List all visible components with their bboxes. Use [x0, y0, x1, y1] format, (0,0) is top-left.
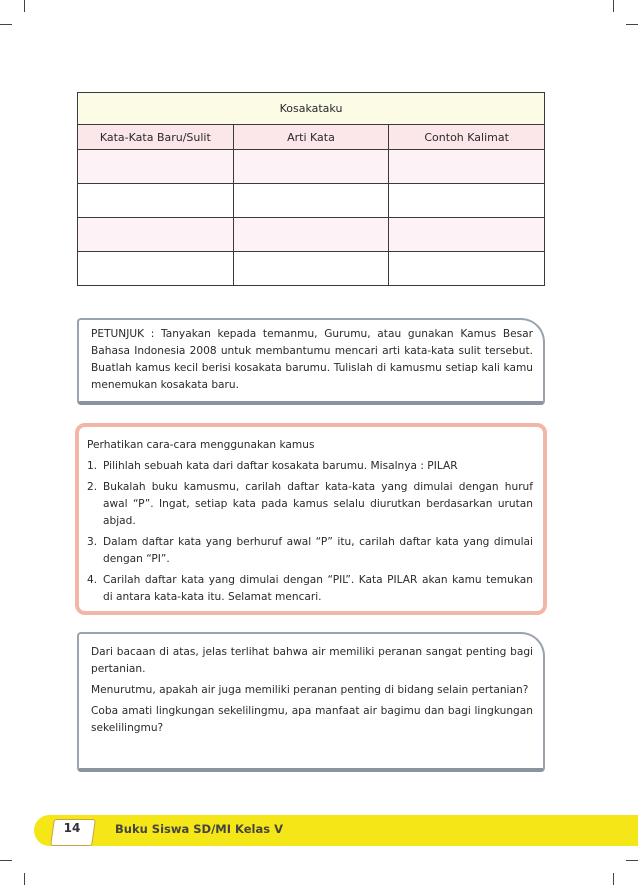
table-row [78, 252, 545, 286]
list-item [87, 458, 533, 475]
step-number: 1. [87, 460, 98, 472]
crop-mark [24, 873, 25, 885]
table-row [78, 218, 545, 252]
step-number: 3. [87, 536, 98, 548]
step-number: 2. [87, 481, 98, 493]
column-header-new-words: Kata-Kata Baru/Sulit [78, 125, 234, 150]
table-cell[interactable] [389, 252, 545, 286]
reflection-box [77, 632, 545, 772]
reflection-paragraph: Coba amati lingkungan sekelilingmu, apa manfaat air bagimu dan bagi lingkungan sekelilingmu? [91, 705, 533, 734]
table-cell[interactable] [78, 150, 234, 184]
crop-mark [613, 0, 614, 12]
list-item [87, 534, 533, 568]
table-cell[interactable] [78, 252, 234, 286]
table-cell[interactable] [78, 184, 234, 218]
column-header-example: Contoh Kalimat [389, 125, 545, 150]
vocabulary-table [77, 92, 545, 286]
column-header-meaning: Arti Kata [233, 125, 389, 150]
table-cell[interactable] [389, 184, 545, 218]
table-row [78, 184, 545, 218]
reflection-paragraph: Dari bacaan di atas, jelas terlihat bahwa air memiliki peranan sangat penting bagi pertanian. [91, 646, 533, 675]
dictionary-steps-list [87, 458, 533, 606]
instruction-text: PETUNJUK : Tanyakan kepada temanmu, Gurumu, atau gunakan Kamus Besar Bahasa Indonesia 2008 untuk membantumu mencari arti kata-kata sulit tersebut. Buatlah kamus kecil berisi kosakata barumu. Tulislah di kamusmu setiap kali kamu menemukan kosakata baru. [91, 328, 533, 391]
step-text: Dalam daftar kata yang berhuruf awal “P” itu, carilah daftar kata yang dimulai dengan “PI”. [103, 536, 533, 565]
crop-mark [24, 0, 25, 12]
dictionary-intro: Perhatikan cara-cara menggunakan kamus [87, 439, 315, 451]
reflection-paragraph: Menurutmu, apakah air juga memiliki peranan penting di bidang selain pertanian? [91, 684, 529, 696]
crop-mark [0, 24, 12, 25]
table-cell[interactable] [233, 184, 389, 218]
step-text: Pilihlah sebuah kata dari daftar kosakata barumu. Misalnya : PILAR [103, 460, 458, 472]
page-number: 14 [63, 821, 81, 835]
step-text: Carilah daftar kata yang dimulai dengan “PIL”. Kata PILAR akan kamu temukan di antara kata-kata itu. Selamat mencari. [103, 574, 533, 603]
dictionary-steps-box [75, 423, 547, 615]
table-cell[interactable] [389, 218, 545, 252]
table-row [78, 150, 545, 184]
table-cell[interactable] [233, 218, 389, 252]
table-cell[interactable] [233, 150, 389, 184]
list-item [87, 572, 533, 606]
crop-mark [626, 860, 638, 861]
table-cell[interactable] [233, 252, 389, 286]
crop-mark [0, 860, 12, 861]
book-title: Buku Siswa SD/MI Kelas V [115, 822, 283, 836]
step-number: 4. [87, 574, 98, 586]
instruction-box [77, 318, 545, 405]
table-cell[interactable] [78, 218, 234, 252]
table-cell[interactable] [389, 150, 545, 184]
list-item [87, 479, 533, 530]
crop-mark [626, 24, 638, 25]
table-title: Kosakataku [78, 93, 545, 125]
step-text: Bukalah buku kamusmu, carilah daftar kata-kata yang dimulai dengan huruf awal “P”. Ingat, setiap kata pada kamus selalu diurutkan berdasarkan urutan abjad. [103, 481, 533, 527]
crop-mark [613, 873, 614, 885]
